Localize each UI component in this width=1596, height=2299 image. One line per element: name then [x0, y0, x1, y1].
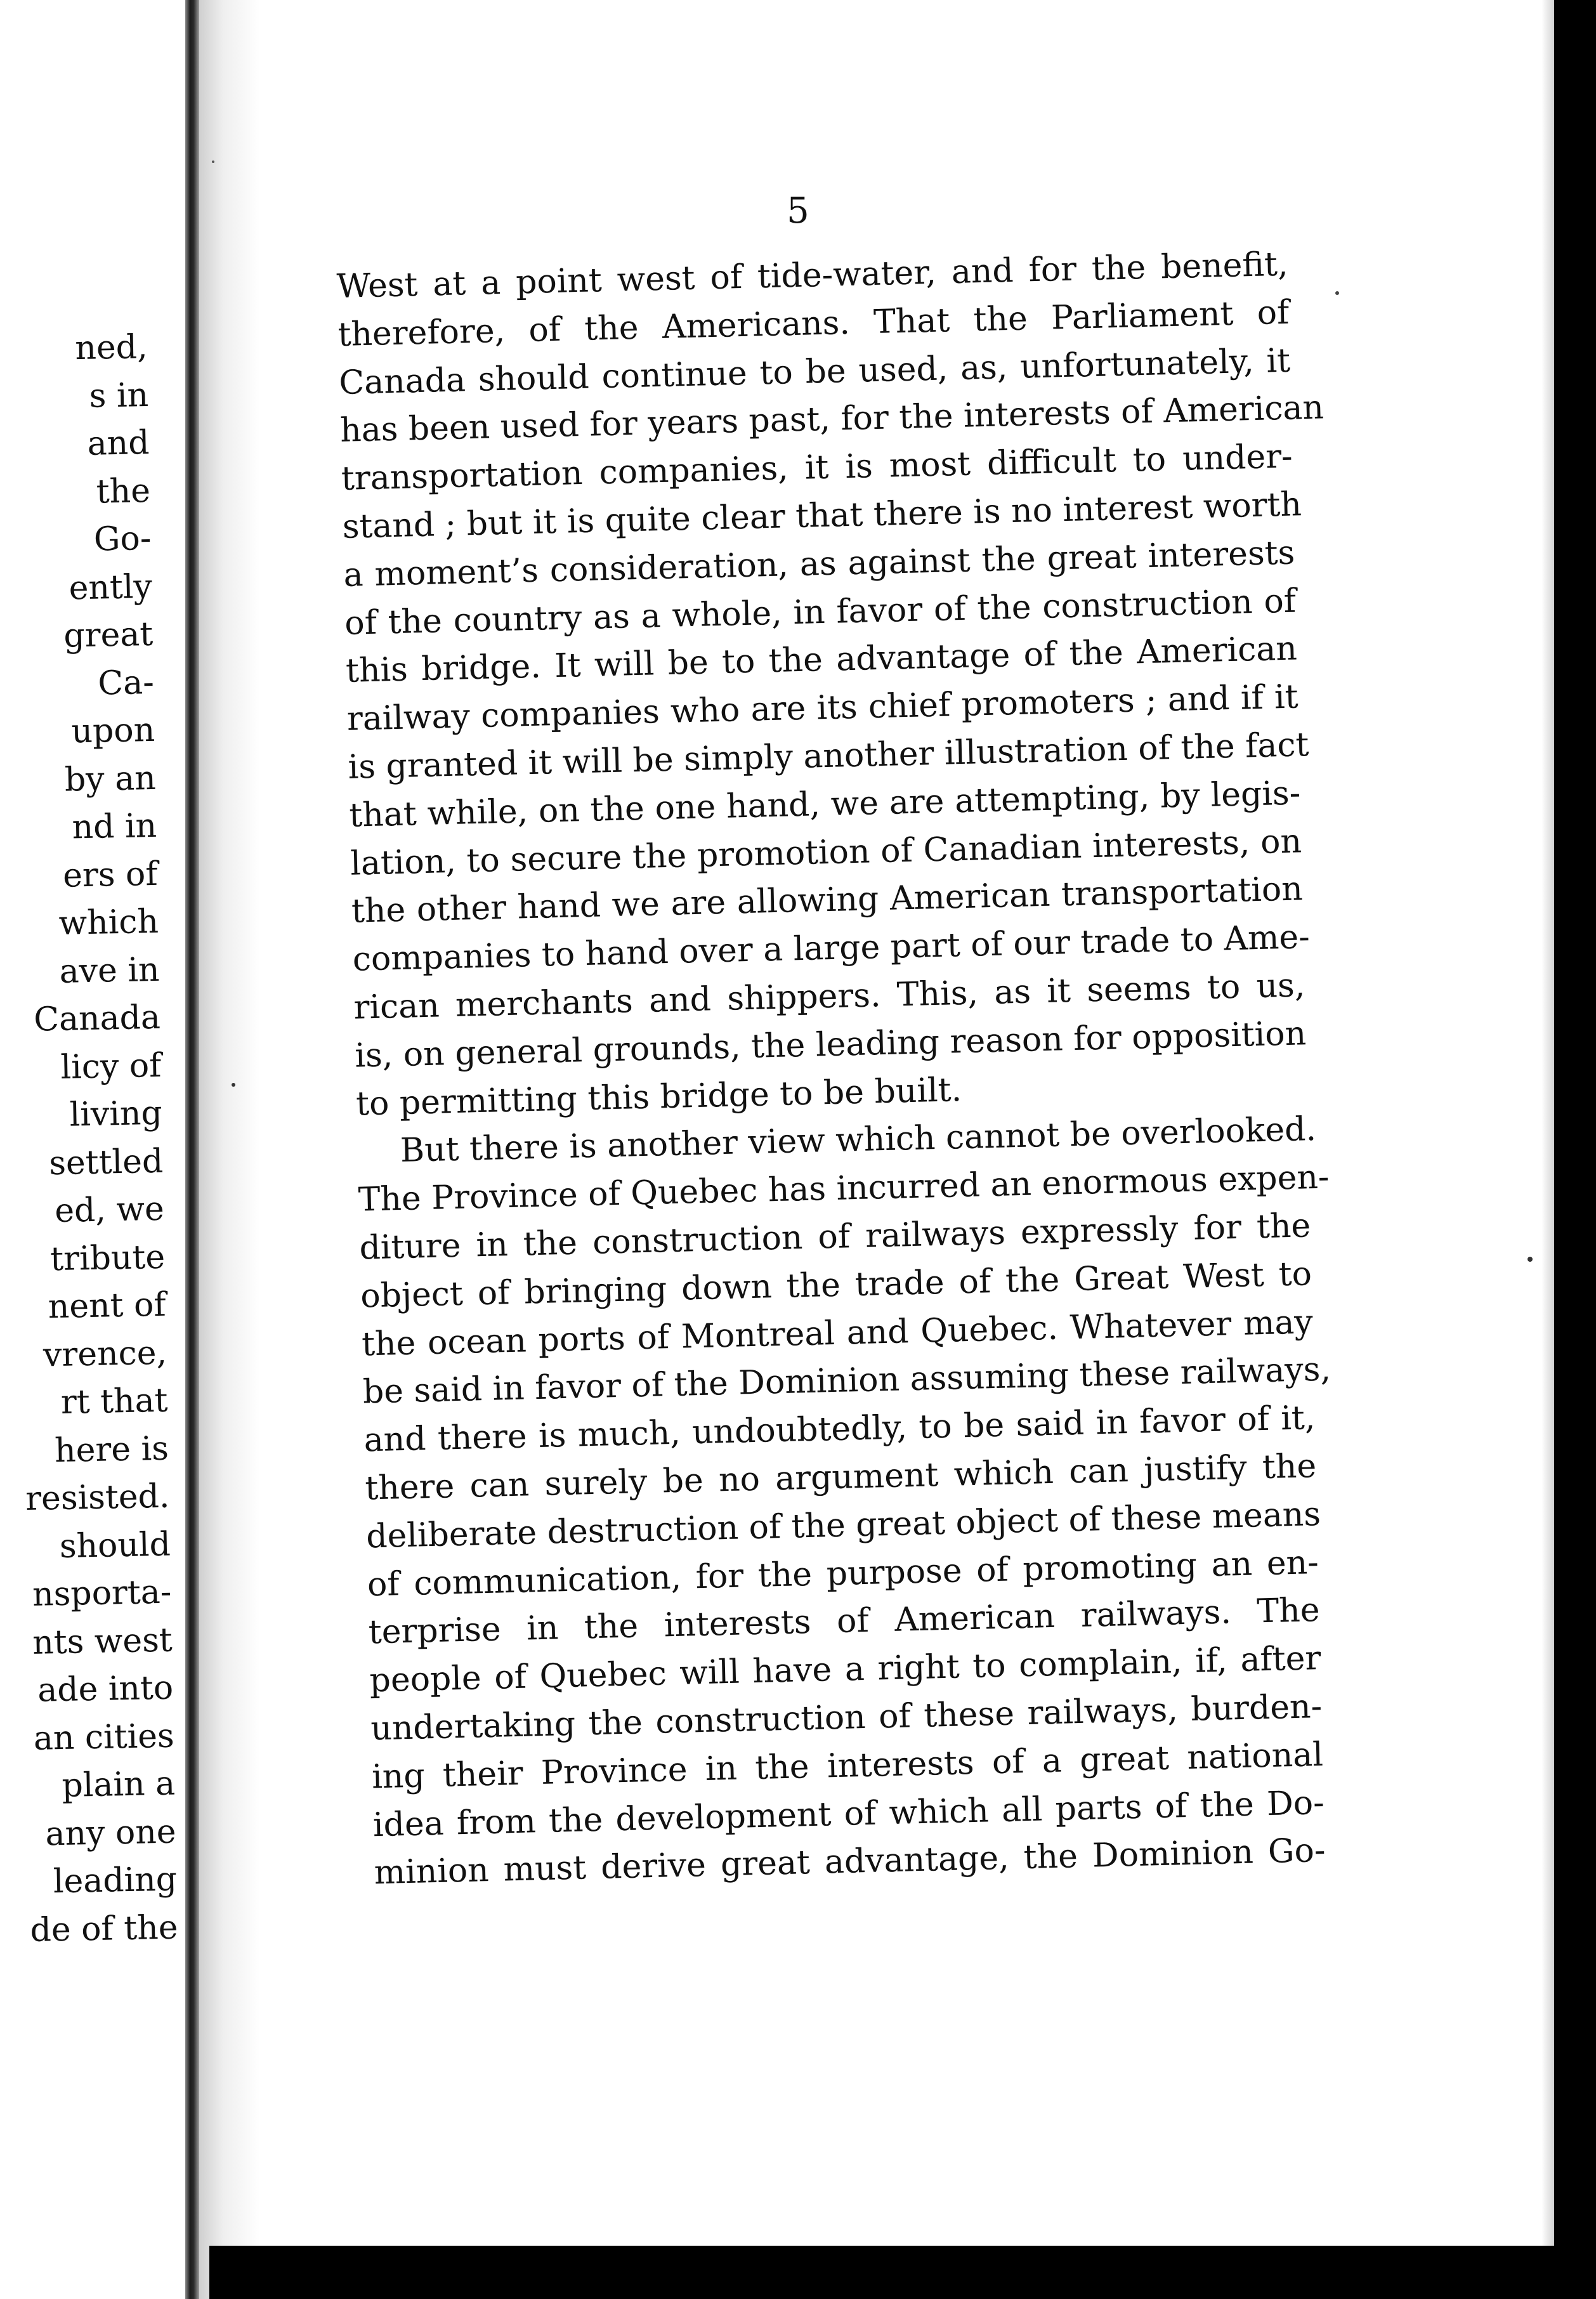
left-page-text-line: here is — [54, 1429, 169, 1470]
text-line: The Province of Quebec has incurred an enormous expen- — [358, 1158, 1330, 1219]
text-line: has been used for years past, for the interests of American — [339, 388, 1325, 450]
left-page-text-line: ently — [69, 567, 153, 607]
text-line: object of bringing down the trade of the Great West to — [360, 1254, 1312, 1316]
left-page-text-line: great — [63, 615, 154, 655]
text-line: is granted it will be simply another illustration of the fact — [348, 726, 1310, 787]
left-page-text-line: Canada — [33, 998, 161, 1039]
text-line: of the country as a whole, in favor of the construction of — [344, 582, 1297, 643]
left-page-text-line: should — [59, 1525, 171, 1566]
left-page-text-line: ave in — [59, 950, 160, 991]
text-line: But there is another view which cannot be overlooked. — [400, 1110, 1317, 1170]
text-line: deliberate destruction of the great object of these means — [365, 1495, 1321, 1556]
text-line: West at a point west of tide-water, and for the benefit, — [336, 245, 1289, 306]
left-page-text-line: the — [96, 471, 151, 511]
text-line: of communication, for the purpose of promoting an en- — [367, 1543, 1319, 1604]
text-line: minion must derive great advantage, the Dominion Go- — [374, 1831, 1326, 1892]
paragraph-2 — [356, 1106, 1331, 1898]
left-page-text-line: nts west — [32, 1621, 173, 1662]
scan-border-right — [1554, 0, 1596, 2299]
text-line: railway companies who are its chief promoters ; and if it — [346, 678, 1299, 738]
left-page-text-line: any one — [45, 1812, 177, 1854]
left-page-text-line: an cities — [33, 1717, 175, 1758]
text-line: a moment’s consideration, as against the great interests — [343, 534, 1295, 594]
left-page-text-line: vrence, — [43, 1333, 167, 1374]
page-body-text — [336, 241, 1331, 1898]
text-line: rican merchants and shippers. This, as it seems to us, — [353, 966, 1305, 1027]
left-page-text-fragments — [0, 324, 178, 1955]
text-line: transportation companies, it is most difficult to under- — [341, 437, 1293, 499]
text-line: there can surely be no argument which can justify the — [364, 1447, 1317, 1508]
text-line: this bridge. It will be to the advantage of the American — [345, 629, 1298, 691]
left-page-text-line: nd in — [72, 806, 157, 847]
left-page-text-line: leading — [53, 1860, 178, 1901]
left-page-text-line: resisted. — [25, 1477, 171, 1519]
scan-border-bottom — [209, 2246, 1596, 2299]
left-page-text-line: nsporta- — [32, 1573, 172, 1614]
text-line: people of Quebec will have a right to complain, if, after — [369, 1639, 1321, 1700]
page-number: 5 — [787, 190, 809, 232]
left-page-text-line: tribute — [49, 1238, 166, 1278]
book-gutter — [185, 0, 199, 2299]
left-page-text-line: and — [87, 423, 150, 463]
text-line: therefore, of the Americans. That the Parliament of — [337, 293, 1290, 354]
text-line: to permitting this bridge to be built. — [355, 1070, 962, 1123]
text-line: is, on general grounds, the leading reason for opposition — [354, 1014, 1307, 1075]
left-page-text-line: de of the — [30, 1908, 179, 1949]
text-line: terprise in the interests of American railways. The — [368, 1591, 1321, 1652]
left-page-text-line: which — [58, 902, 159, 943]
left-page-text-line: licy of — [60, 1046, 162, 1087]
text-line: ing their Province in the interests of a great national — [371, 1735, 1324, 1797]
left-page-text-line: Ca- — [97, 663, 155, 703]
text-line: be said in favor of the Dominion assuming these railways, — [362, 1350, 1331, 1411]
text-line: the other hand we are allowing American transportation — [351, 870, 1304, 931]
left-page-text-line: by an — [64, 759, 157, 799]
text-line: diture in the construction of railways expressly for the — [358, 1207, 1311, 1267]
text-line: companies to hand over a large part of our trade to Ame- — [352, 918, 1311, 979]
left-page-text-line: nent of — [48, 1285, 167, 1326]
text-line: the ocean ports of Montreal and Quebec. Whatever may — [361, 1302, 1314, 1364]
text-line: stand ; but it is quite clear that there is no interest worth — [342, 485, 1302, 546]
left-page-text-line: Go- — [93, 519, 152, 559]
text-line: and there is much, undoubtedly, to be said in favor of it, — [363, 1399, 1316, 1460]
left-page-text-line: ed, we — [54, 1189, 165, 1231]
left-page-text-line: living — [69, 1094, 163, 1134]
gutter-shadow — [199, 0, 260, 2299]
left-page-text-line: ers of — [62, 855, 159, 895]
left-page-text-line: plain a — [62, 1764, 176, 1805]
left-page-text-line: s in — [89, 376, 149, 416]
paragraph-1 — [336, 241, 1325, 1129]
left-page-text-line: settled — [48, 1142, 164, 1182]
left-page-text-line: rt that — [60, 1381, 169, 1422]
left-page-edge — [0, 0, 190, 2299]
left-page-text-line: ade into — [37, 1668, 174, 1710]
text-line: lation, to secure the promotion of Canadian interests, on — [350, 822, 1302, 883]
text-line: idea from the development of which all parts of the Do- — [372, 1783, 1325, 1844]
left-page-text-line: upon — [71, 711, 155, 751]
text-line: Canada should continue to be used, as, unfortunately, it — [338, 341, 1291, 402]
text-line: that while, on the one hand, we are attempting, by legis- — [348, 774, 1301, 835]
left-page-text-line: ned, — [75, 327, 148, 368]
text-line: undertaking the construction of these railways, burden- — [370, 1687, 1323, 1748]
